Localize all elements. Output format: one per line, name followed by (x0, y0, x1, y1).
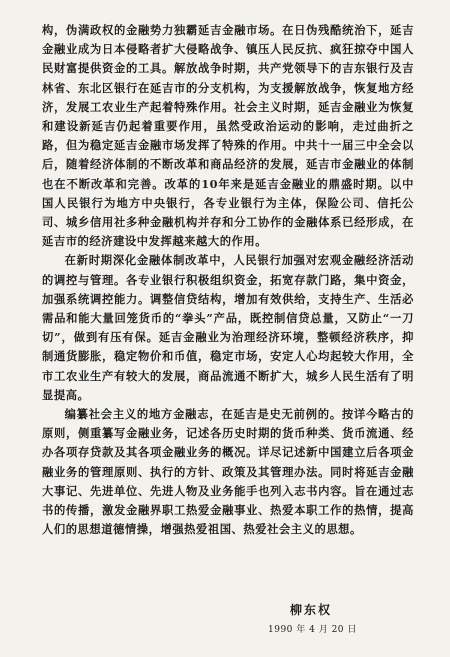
preface-body (42, 21, 414, 539)
author-signature: 柳东权 (290, 603, 333, 617)
paragraph-3: 编纂社会主义的地方金融志，在延吉是史无前例的。按详今略古的原则，侧重纂写金融业务，记述各历史时期的货币种类、货币流通、经办各项存贷款及其各项金融业务的概况。详尽记述新中国建立后各项金融业务的管理原则、执行的方针、政策及其管理办法。同时将延吉金融大事记、先进单位、先进人物及业务能手也列入志书内容。旨在通过志书的传播，激发金融界职工热爱金融事业、热爱本职工作的热情，提高人们的思想道德情操，增强热爱祖国、热爱社会主义的思想。 (42, 407, 414, 537)
paragraph-1: 构，伪满政权的金融势力独霸延吉金融市场。在日伪残酷统治下，延吉金融业成为日本侵略者扩大侵略战争、镇压人民反抗、疯狂掠夺中国人民财富提供资金的工具。解放战争时期，共产党领导下的吉东银行及吉林省、东北区银行在延吉市的分支机构，为支援解放战争，恢复地方经济，发展工农业生产起着特殊作用。社会主义时期，延吉金融业为恢复和建设新延吉仍起着重要作用，虽然受政治运动的影响，走过曲折之路，但为稳定延吉金融市场发挥了特殊的作用。中共十一届三中全会以后，随着经济体制的不断改革和商品经济的发展，延吉市金融业的体制也在不断改革和完善。改革的10年来是延吉金融业的鼎盛时期。以中国人民银行为地方中央银行，各专业银行为主体，保险公司、信托公司、城乡信用社多种金融机构并存和分工协作的金融体系已经形成，在延吉市的经济建设中发挥越来越大的作用。 (42, 23, 414, 249)
paragraph-2: 在新时期深化金融体制改革中，人民银行加强对宏观金融经济活动的调控与管理。各专业银行积极组织资金，拓宽存款门路，集中资金，加强系统调控能力。调整信贷结构，增加有效供给，支持生产、生活必需品和能大量回笼货币的“拳头”产品，既控制信贷总量，又防止“一刀切”，做到有压有保。延吉金融业为治理经济环境，整顿经济秩序，抑制通货膨胀，稳定物价和币值，稳定市场，安定人心均起较大作用，全市工农业生产有较大的发展，商品流通不断扩大，城乡人民生活有了明显提高。 (42, 253, 414, 402)
signature-date: 1990 年 4 月 20 日 (268, 625, 357, 635)
